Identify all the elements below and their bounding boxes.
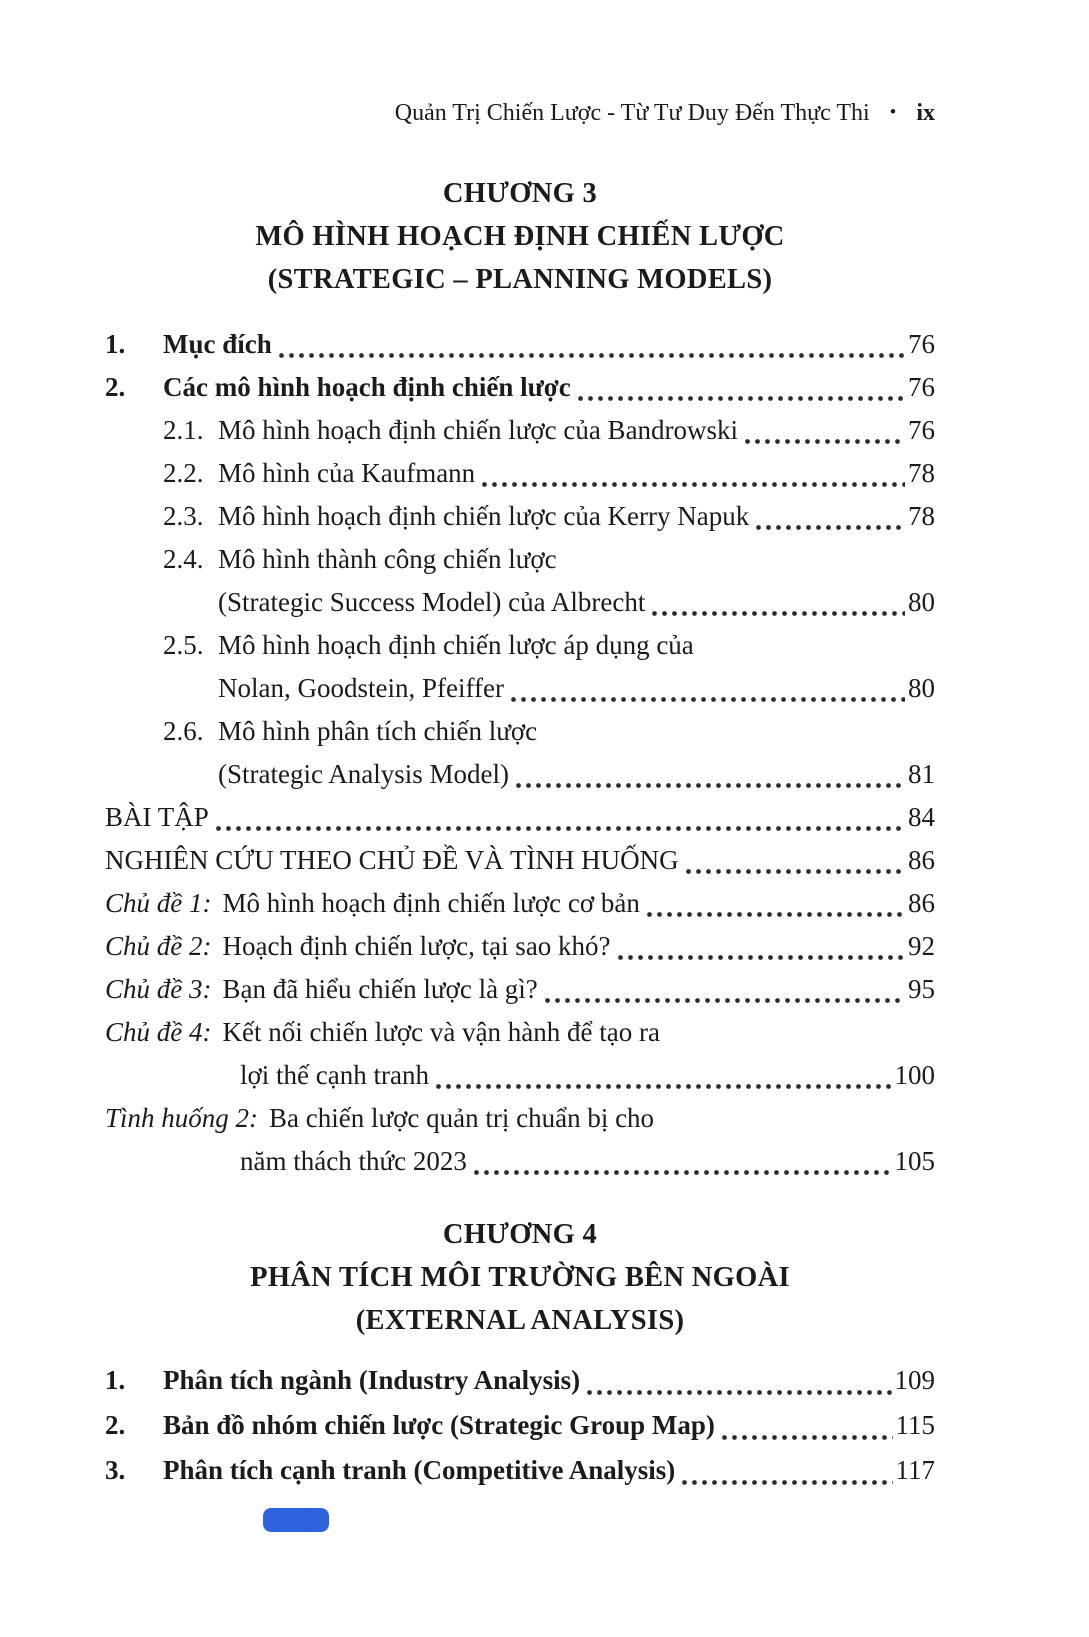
toc-entry-line: [105, 839, 935, 882]
toc-entry-line: [105, 495, 935, 538]
toc-entry-line: [105, 667, 935, 710]
entry-page-number: 95: [908, 974, 935, 1004]
entry-page-number: 80: [908, 587, 935, 617]
toc-entry-line: [105, 581, 935, 624]
chapter-subtitle: (EXTERNAL ANALYSIS): [355, 1305, 685, 1336]
entry-label: Chủ đề 3:: [105, 974, 212, 1004]
entry-page-number: 109: [894, 1365, 935, 1395]
chapter-3-heading: [105, 172, 935, 301]
toc-entry-line: [105, 710, 935, 753]
entry-page-number: 76: [908, 329, 935, 359]
entry-text: Mục đích: [163, 329, 272, 359]
chapter-title: PHÂN TÍCH MÔI TRƯỜNG BÊN NGOÀI: [250, 1262, 790, 1293]
toc-entry-line: [105, 624, 935, 667]
entry-text: Ba chiến lược quản trị chuẩn bị cho: [269, 1103, 655, 1133]
entry-text: Bản đồ nhóm chiến lược (Strategic Group Map): [163, 1410, 715, 1440]
entry-text: lợi thế cạnh tranh: [240, 1060, 429, 1090]
entry-page-number: 92: [908, 931, 935, 961]
chapter-subtitle: (STRATEGIC – PLANNING MODELS): [267, 264, 773, 295]
entry-label: 2.: [105, 372, 126, 402]
toc-list: [105, 323, 935, 1183]
entry-text: Mô hình hoạch định chiến lược cơ bản: [222, 888, 640, 918]
chapter-4-toc-section: [105, 1213, 935, 1493]
toc-entry-line: [105, 409, 935, 452]
entry-text: BÀI TẬP: [105, 802, 209, 832]
entry-text: Mô hình hoạch định chiến lược của Bandrowski: [218, 415, 739, 445]
page-folio-number: ix: [916, 100, 935, 126]
toc-entry-line: [105, 1358, 935, 1403]
entry-page-number: 78: [908, 501, 935, 531]
entry-page-number: 81: [908, 759, 935, 789]
entry-text: Phân tích cạnh tranh (Competitive Analysis): [163, 1455, 676, 1485]
entry-page-number: 115: [895, 1410, 935, 1440]
entry-label: Chủ đề 2:: [105, 931, 212, 961]
entry-page-number: 86: [908, 845, 935, 875]
entry-label: 2.5.: [163, 630, 204, 660]
entry-text: Các mô hình hoạch định chiến lược: [163, 372, 571, 402]
entry-label: 2.3.: [163, 501, 204, 531]
entry-text: Mô hình phân tích chiến lược: [218, 716, 538, 746]
dot-leader: [482, 482, 905, 487]
toc-entry-line: [105, 323, 935, 366]
running-header: [105, 98, 935, 128]
entry-label: 2.1.: [163, 415, 204, 445]
entry-text: (Strategic Analysis Model): [218, 759, 509, 789]
toc-entry-line: [105, 1054, 935, 1097]
running-header-title: Quản Trị Chiến Lược - Từ Tư Duy Đến Thực Thi: [394, 100, 870, 126]
entry-text: Nolan, Goodstein, Pfeiffer: [218, 673, 504, 703]
entry-label: 1.: [105, 329, 126, 359]
toc-entry-line: [105, 1448, 935, 1493]
entry-text: Phân tích ngành (Industry Analysis): [163, 1365, 581, 1395]
dot-leader: [511, 697, 905, 702]
dot-leader: [756, 525, 905, 530]
toc-entry-line: [105, 1097, 935, 1140]
entry-label: 1.: [105, 1365, 126, 1395]
dot-leader: [516, 783, 905, 788]
entry-label: 2.2.: [163, 458, 204, 488]
toc-entry-line: [105, 366, 935, 409]
toc-list: [105, 1358, 935, 1493]
entry-page-number: 76: [908, 372, 935, 402]
toc-entry-line: [105, 452, 935, 495]
chapter-number: CHƯƠNG 4: [442, 1219, 598, 1250]
toc-entry-line: [105, 1011, 935, 1054]
dot-leader: [745, 439, 905, 444]
entry-label: 3.: [105, 1455, 126, 1485]
entry-label: 2.: [105, 1410, 126, 1440]
toc-entry-line: [105, 925, 935, 968]
toc-entry-line: [105, 1403, 935, 1448]
entry-text: Bạn đã hiểu chiến lược là gì?: [222, 974, 538, 1004]
entry-text: (Strategic Success Model) của Albrecht: [218, 587, 646, 617]
toc-entry-line: [105, 882, 935, 925]
entry-page-number: 84: [908, 802, 935, 832]
toc-entry-line: [105, 968, 935, 1011]
dot-leader: [647, 912, 905, 917]
entry-page-number: 78: [908, 458, 935, 488]
entry-page-number: 105: [894, 1146, 935, 1176]
header-bullet-separator: •: [889, 102, 897, 123]
entry-label: 2.6.: [163, 716, 204, 746]
dot-leader: [686, 869, 905, 874]
chapter-title: MÔ HÌNH HOẠCH ĐỊNH CHIẾN LƯỢC: [255, 221, 785, 252]
toc-entry-line: [105, 1140, 935, 1183]
entry-text: Mô hình hoạch định chiến lược của Kerry Napuk: [218, 501, 750, 531]
dot-leader: [474, 1170, 892, 1175]
entry-text: Mô hình hoạch định chiến lược áp dụng của: [218, 630, 694, 660]
toc-entry-line: [105, 796, 935, 839]
dot-leader: [587, 1390, 891, 1395]
entry-label: Chủ đề 4:: [105, 1017, 212, 1047]
entry-text: Kết nối chiến lược và vận hành để tạo ra: [222, 1017, 660, 1047]
toc-entry-line: [105, 753, 935, 796]
dot-leader: [216, 826, 905, 831]
dot-leader: [618, 955, 905, 960]
entry-label: 2.4.: [163, 544, 204, 574]
dot-leader: [279, 353, 905, 358]
entry-text: năm thách thức 2023: [240, 1146, 467, 1176]
dot-leader: [682, 1480, 892, 1485]
entry-text: Hoạch định chiến lược, tại sao khó?: [222, 931, 611, 961]
entry-page-number: 76: [908, 415, 935, 445]
entry-page-number: 100: [894, 1060, 935, 1090]
dot-leader: [722, 1435, 893, 1440]
entry-page-number: 117: [895, 1455, 935, 1485]
entry-page-number: 86: [908, 888, 935, 918]
entry-text: NGHIÊN CỨU THEO CHỦ ĐỀ VÀ TÌNH HUỐNG: [105, 845, 679, 875]
dot-leader: [545, 998, 905, 1003]
entry-label: Chủ đề 1:: [105, 888, 212, 918]
chapter-3-toc-section: [105, 172, 935, 1183]
page-bottom-decor-mark: [263, 1508, 329, 1532]
entry-text: Mô hình thành công chiến lược: [218, 544, 557, 574]
entry-page-number: 80: [908, 673, 935, 703]
chapter-4-heading: [105, 1213, 935, 1342]
entry-text: Mô hình của Kaufmann: [218, 458, 476, 488]
dot-leader: [578, 396, 905, 401]
chapter-number: CHƯƠNG 3: [442, 178, 598, 209]
toc-entry-line: [105, 538, 935, 581]
dot-leader: [436, 1084, 892, 1089]
entry-label: Tình huống 2:: [105, 1103, 259, 1133]
dot-leader: [652, 611, 905, 616]
